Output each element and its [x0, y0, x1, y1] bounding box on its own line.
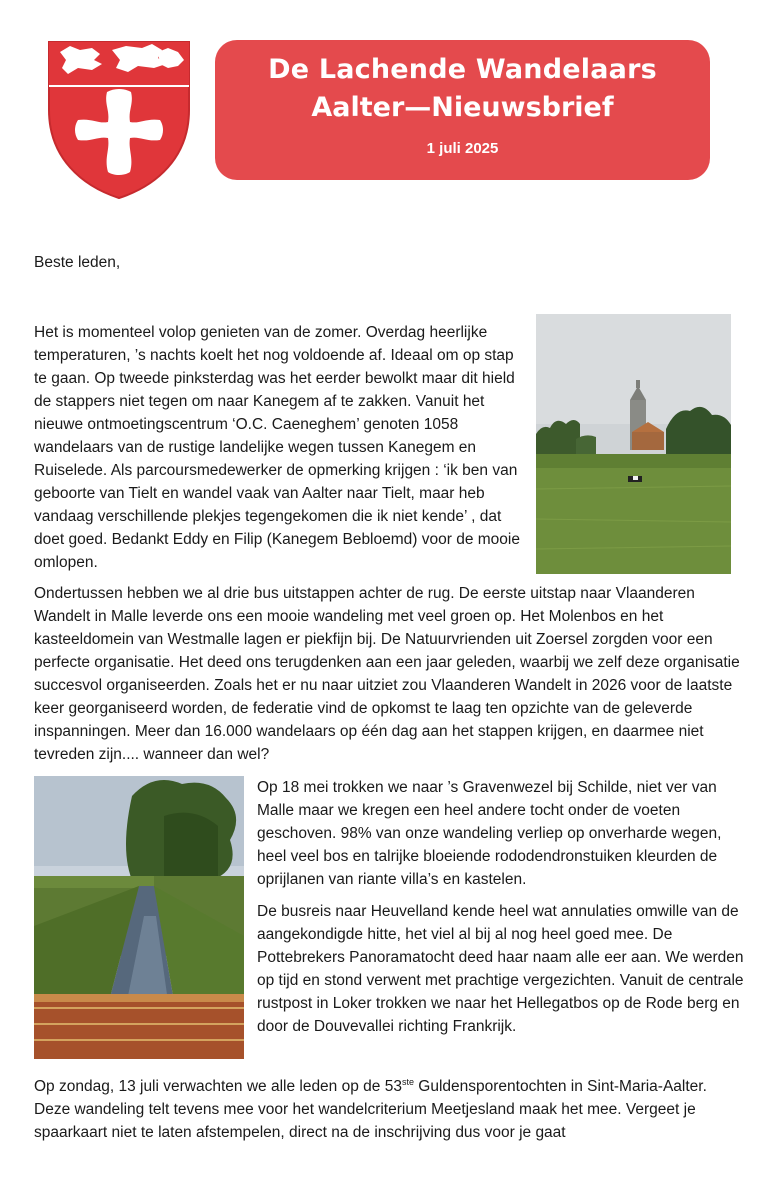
paragraph-guldensporen [34, 1071, 746, 1144]
newsletter-subtitle: Aalter—Nieuwsbrief [311, 92, 614, 123]
paragraph-guldensporen-rest: Guldensporentochten in Sint-Maria-Aalter. Deze wandeling telt tevens mee voor het wandelcriterium Meetjesland maak het mee. Vergeet je spaarkaart niet te laten afstempelen, direct na de inschrijving dus voor je gaat [34, 1078, 707, 1142]
photo-canal-landscape [34, 776, 244, 1059]
photo-village-meadow [536, 314, 731, 574]
newsletter-title: De Lachende Wandelaars [268, 54, 657, 85]
salutation: Beste leden, [34, 254, 121, 271]
newsletter-date: 1 juli 2025 [426, 140, 499, 157]
club-crest-logo [46, 40, 192, 200]
paragraph-heuvelland: De busreis naar Heuvelland kende heel wat annulaties omwille van de aangekondigde hitte, het viel al bij al nog heel goed mee. De Pottebrekers Panoramatocht deed haar naam alle eer aan. We werden op tijd en stond verwent met prachtige vergezichten. Vanuit de centrale rustpost in Loker trokken we naar het Hellegatbos op de Rode berg en door de Douvevallei richting Frankrijk. [257, 903, 744, 1035]
paragraph-gravenwezel: Op 18 mei trokken we naar ’s Gravenwezel bij Schilde, niet ver van Malle maar we kregen een heel andere tocht onder de voeten geschoven. 98% van onze wandeling verliep op onverharde wegen, heel veel bos en talrijke bloeiende rododendronstuiken kleurden de oprijlanen van riante villa’s en kastelen. [257, 779, 722, 888]
paragraph-bus-trips: Ondertussen hebben we al drie bus uitstappen achter de rug. De eerste uitstap naar Vlaanderen Wandelt in Malle leverde ons een mooie wandeling met veel groen op. Het Molenbos en het kasteeldomein van Westmalle lagen er piekfijn bij. De Natuurvrienden uit Zoersel zorgden voor een perfecte organisatie. Het deed ons terugdenken aan een jaar geleden, waarbij we zelf deze organisatie succesvol organiseerden. Zoals het er nu naar uitziet zou Vlaanderen Wandelt in 2026 voor de laatste keer georganiseerd worden, de federatie vind de opkomst te laag ten opzichte van de geleverde inspanningen. Meer dan 16.000 wandelaars op één dag aan het stappen krijgen, en daarmee niet tevreden zijn.... wanneer dan wel? [34, 585, 740, 763]
paragraph-guldensporen-start: Op zondag, 13 juli verwachten we alle leden op de 53 [34, 1078, 402, 1096]
ordinal-suffix: ste [401, 1077, 414, 1087]
newsletter-banner [215, 40, 710, 180]
paragraph-intro: Het is momenteel volop genieten van de zomer. Overdag heerlijke temperaturen, ’s nachts koelt het nog voldoende af. Ideaal om op stap te gaan. Op tweede pinksterdag was het eerder bewolkt maar dit hield de stappers niet tegen om naar Kanegem af te zakken. Vanuit het nieuwe ontmoetingscentrum ‘O.C. Caeneghem’ genoten 1058 wandelaars van de rustige landelijke wegen tussen Kanegem en Ruiselede. Als parcoursmedewerker de opmerking krijgen : ‘ik ben van geboorte van Tielt en wandel vaak van Aalter naar Tielt, maar heb vandaag verschillende plekjes tegengekomen die ik niet kende’ , dat doet goed. Bedankt Eddy en Filip (Kanegem Bebloemd) voor de mooie omlopen. [34, 324, 520, 571]
